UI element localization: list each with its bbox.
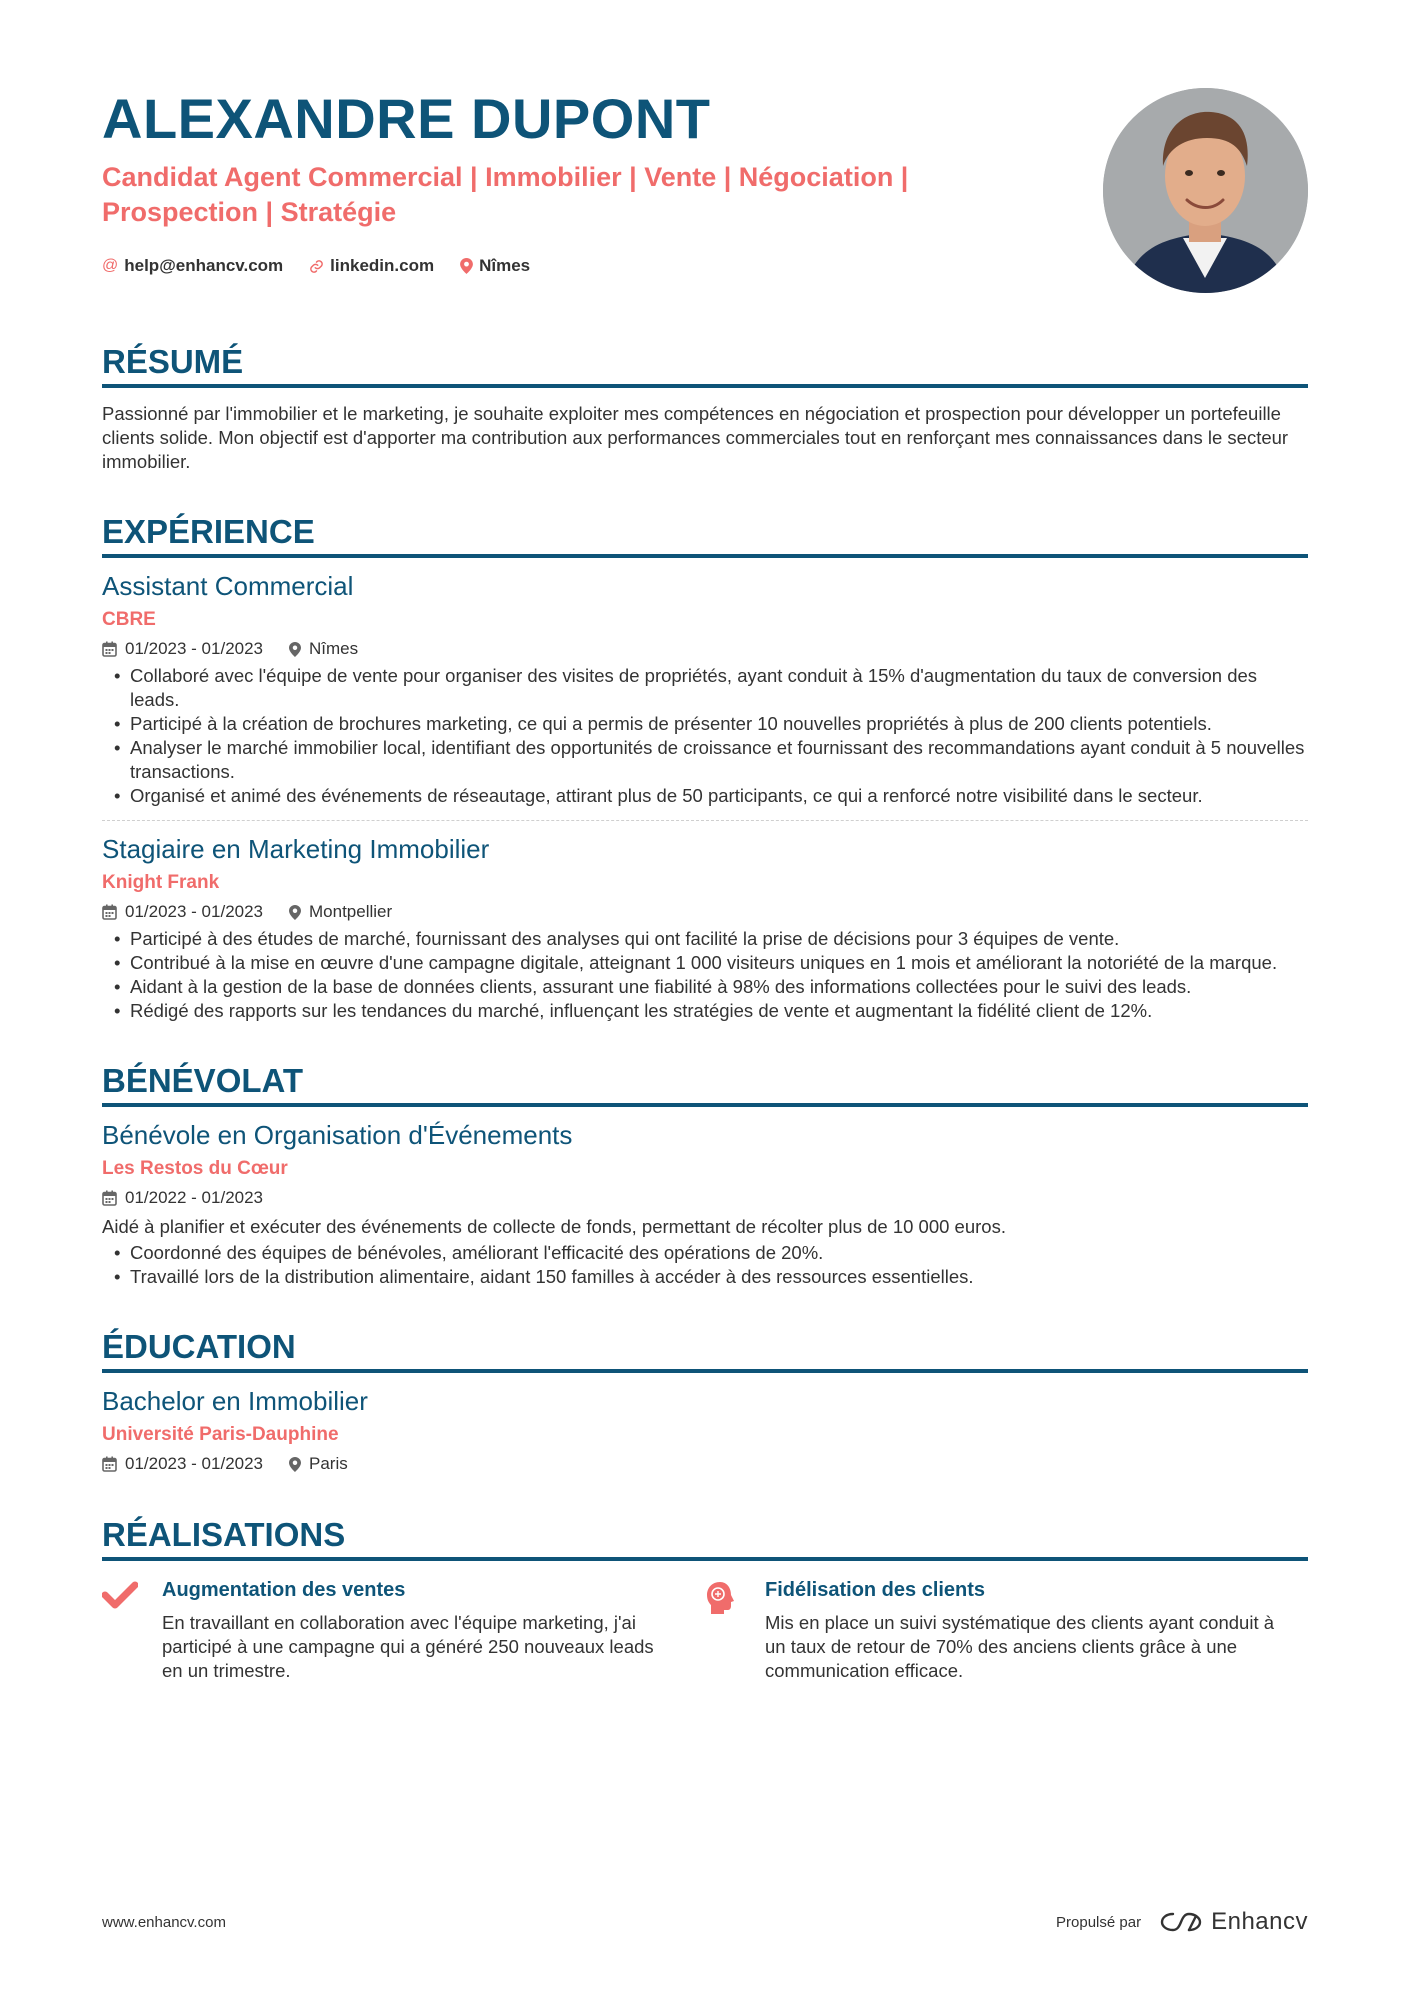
calendar-icon — [102, 904, 117, 920]
education-heading: ÉDUCATION — [102, 1327, 1308, 1373]
powered-by-label: Propulsé par — [1056, 1913, 1142, 1931]
contact-location — [460, 256, 530, 276]
location-pin-icon — [289, 642, 301, 657]
education-entry — [102, 1373, 1308, 1475]
job-achievements — [102, 664, 1308, 808]
volunteer-dates — [102, 1187, 263, 1209]
email-text: help@enhancv.com — [124, 256, 284, 275]
at-icon: @ — [102, 257, 119, 274]
achievement-title: Fidélisation des clients — [765, 1579, 986, 1601]
enhancv-logo[interactable] — [1159, 1908, 1308, 1936]
bullet-item: • Participé à la création de brochures marketing, ce qui a permis de présenter 10 nouvelles propriétés à plus de 200 clients potentiels. — [102, 712, 1308, 736]
bullet-item: • Aidant à la gestion de la base de données clients, assurant une fiabilité à 98% des informations collectées pour le suivi des leads. — [102, 975, 1308, 999]
experience-entry — [102, 558, 1308, 808]
degree-title: Bachelor en Immobilier — [102, 1386, 368, 1416]
education-meta — [102, 1453, 1308, 1475]
achievement-title: Augmentation des ventes — [162, 1579, 406, 1601]
school-name: Université Paris-Dauphine — [102, 1424, 339, 1445]
linkedin-text: linkedin.com — [330, 256, 435, 275]
job-title: Assistant Commercial — [102, 571, 354, 601]
volunteering-section — [102, 1061, 1308, 1289]
education-location — [289, 1453, 348, 1475]
volunteer-meta — [102, 1187, 1308, 1209]
summary-section — [102, 342, 1308, 474]
profile-photo — [1103, 88, 1308, 293]
contact-linkedin[interactable] — [309, 256, 434, 276]
enhancv-logo-icon — [1159, 1911, 1203, 1933]
candidate-name: ALEXANDRE DUPONT — [102, 87, 711, 150]
volunteer-achievements — [102, 1241, 1308, 1289]
experience-heading: EXPÉRIENCE — [102, 512, 1308, 558]
location-pin-icon — [460, 258, 473, 274]
education-dates — [102, 1453, 263, 1475]
job-title: Stagiaire en Marketing Immobilier — [102, 834, 490, 864]
education-dates-text: 01/2023 - 01/2023 — [125, 1454, 264, 1473]
calendar-icon — [102, 1456, 117, 1472]
education-location-text: Paris — [309, 1454, 348, 1473]
bullet-item: • Rédigé des rapports sur les tendances du marché, influençant les stratégies de vente et augmentant la fidélité client de 12%. — [102, 999, 1308, 1023]
checkmark-icon — [102, 1577, 144, 1683]
summary-heading: RÉSUMÉ — [102, 342, 1308, 388]
volunteer-description: Aidé à planifier et exécuter des événements de collecte de fonds, permettant de récolter plus de 10 000 euros. — [102, 1216, 1006, 1237]
volunteer-dates-text: 01/2022 - 01/2023 — [125, 1188, 264, 1207]
contact-email[interactable] — [102, 256, 283, 276]
summary-text: Passionné par l'immobilier et le marketing, je souhaite exploiter mes compétences en négociation et prospection pour développer un portefeuille clients solide. Mon objectif est d'apporter ma contribution aux performances commerciales tout en renforçant mes connaissances dans le secteur immobilier. — [102, 403, 1289, 472]
job-location — [289, 901, 392, 923]
footer-website[interactable]: www.enhancv.com — [102, 1913, 226, 1931]
job-meta — [102, 901, 1308, 923]
resume-header — [102, 88, 1308, 298]
bullet-item: • Organisé et animé des événements de réseautage, attirant plus de 50 participants, ce qui a renforcé notre visibilité dans le secteur. — [102, 784, 1308, 808]
calendar-icon — [102, 641, 117, 657]
achievement-description: Mis en place un suivi systématique des clients ayant conduit à un taux de retour de 70% des anciens clients grâce à une communication efficace. — [765, 1612, 1275, 1681]
candidate-title: Candidat Agent Commercial | Immobilier | Vente | Négociation | Prospection | Stratégie — [102, 162, 909, 227]
job-location — [289, 638, 358, 660]
brand-name: Enhancv — [1211, 1908, 1308, 1935]
bullet-item: • Travaillé lors de la distribution alimentaire, aidant 150 familles à accéder à des ressources essentielles. — [102, 1265, 1308, 1289]
company-name: CBRE — [102, 609, 156, 630]
job-dates — [102, 638, 263, 660]
job-meta — [102, 638, 1308, 660]
job-achievements — [102, 927, 1308, 1023]
volunteer-organization: Les Restos du Cœur — [102, 1158, 288, 1179]
achievement-description: En travaillant en collaboration avec l'équipe marketing, j'ai participé à une campagne qui a généré 250 nouveaux leads en un trimestre. — [162, 1612, 654, 1681]
footer — [102, 1908, 1308, 1936]
job-location-text: Nîmes — [309, 639, 359, 658]
location-pin-icon — [289, 905, 301, 920]
achievement-item — [705, 1577, 1308, 1683]
education-section — [102, 1327, 1308, 1475]
location-text: Nîmes — [479, 256, 531, 275]
link-icon — [309, 259, 324, 274]
job-location-text: Montpellier — [309, 902, 393, 921]
volunteering-heading: BÉNÉVOLAT — [102, 1061, 1308, 1107]
company-name: Knight Frank — [102, 872, 220, 893]
experience-section — [102, 512, 1308, 1023]
bullet-item: • Analyser le marché immobilier local, identifiant des opportunités de croissance et fournissant des recommandations ayant conduit à 5 nouvelles transactions. — [102, 736, 1308, 784]
experience-entry — [102, 820, 1308, 1023]
brain-head-icon — [705, 1577, 747, 1683]
bullet-item: • Collaboré avec l'équipe de vente pour organiser des visites de propriétés, ayant conduit à 15% d'augmentation du taux de conversion des leads. — [102, 664, 1308, 712]
calendar-icon — [102, 1190, 117, 1206]
volunteer-role: Bénévole en Organisation d'Événements — [102, 1120, 573, 1150]
location-pin-icon — [289, 1457, 301, 1472]
volunteering-entry — [102, 1107, 1308, 1289]
achievements-heading: RÉALISATIONS — [102, 1515, 1308, 1561]
achievements-section — [102, 1515, 1308, 1683]
bullet-item: • Participé à des études de marché, fournissant des analyses qui ont facilité la prise de décisions pour 3 équipes de vente. — [102, 927, 1308, 951]
job-dates — [102, 901, 263, 923]
achievements-list — [102, 1577, 1308, 1683]
job-dates-text: 01/2023 - 01/2023 — [125, 902, 264, 921]
achievement-item — [102, 1577, 705, 1683]
contact-bar — [102, 256, 1308, 276]
bullet-item: • Coordonné des équipes de bénévoles, améliorant l'efficacité des opérations de 20%. — [102, 1241, 1308, 1265]
powered-by — [1056, 1908, 1308, 1936]
bullet-item: • Contribué à la mise en œuvre d'une campagne digitale, atteignant 1 000 visiteurs uniques en 1 mois et améliorant la notoriété de la marque. — [102, 951, 1308, 975]
job-dates-text: 01/2023 - 01/2023 — [125, 639, 264, 658]
